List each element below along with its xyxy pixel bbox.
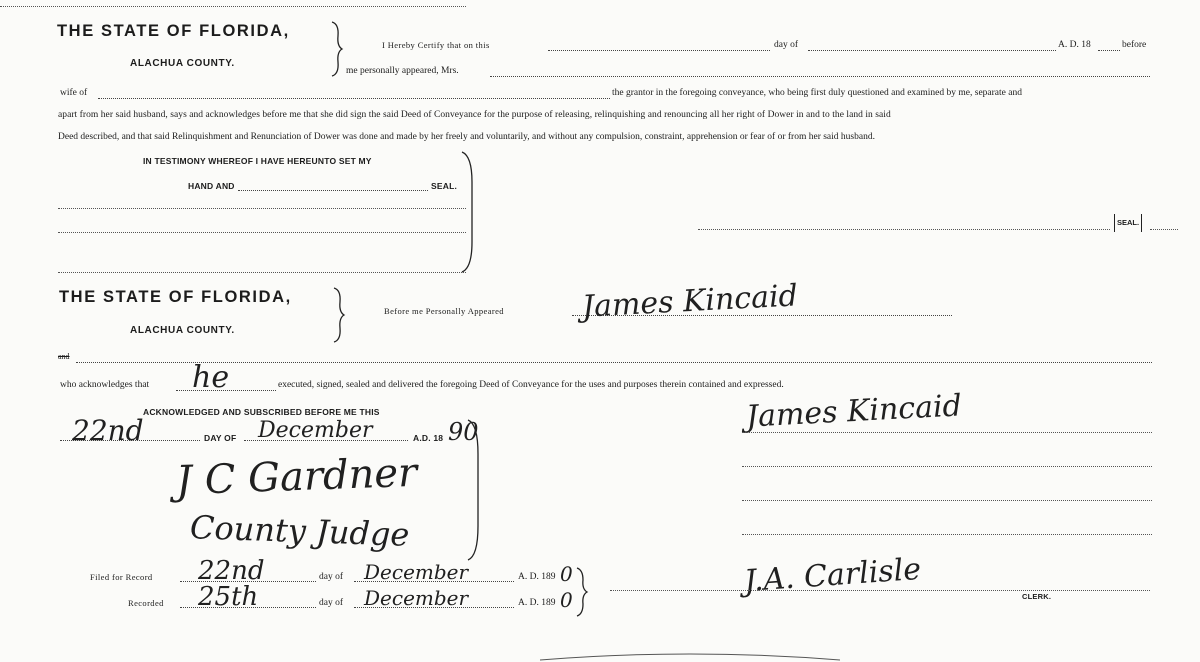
certify-year-field (1098, 50, 1120, 51)
clerk-label: CLERK. (1022, 592, 1052, 601)
judge-title-handwriting: County Judge (189, 508, 411, 554)
relinquishment-line-3: Deed described, and that said Relinquishment and Renunciation of Dower was done and made by her freely and voluntarily, and without any compulsion, constraint, apprehension or fear of or from her said husband. (58, 132, 875, 142)
filed-month-handwriting: December (364, 560, 469, 584)
county-label-2: ALACHUA COUNTY. (130, 325, 235, 336)
state-heading-1: THE STATE OF FLORIDA, (57, 22, 290, 40)
ad-text-1: A. D. 18 (1058, 40, 1091, 50)
certify-text: I Hereby Certify that on this (382, 40, 490, 50)
recorded-year-handwriting: 0 (560, 588, 573, 612)
before-me-text: Before me Personally Appeared (384, 306, 504, 316)
acknowledgment-bracket (468, 420, 482, 560)
recorded-day-of-text: day of (319, 598, 344, 608)
before-text: before (1122, 40, 1147, 50)
recorded-day-handwriting: 25th (198, 582, 259, 612)
recorded-month-handwriting: December (364, 586, 469, 610)
testimony-bracket (462, 152, 476, 272)
grantor-signature: James Kincaid (745, 388, 963, 435)
hand-and-field (238, 190, 428, 191)
state-heading-2: THE STATE OF FLORIDA, (59, 288, 292, 306)
recording-brace (576, 568, 588, 616)
day-of-caps: DAY OF (204, 433, 237, 443)
second-party-line (76, 362, 1152, 363)
certify-day-field (548, 50, 770, 51)
day-handwriting: 22nd (72, 414, 144, 447)
ad-caps: A.D. 18 (413, 433, 444, 443)
seal-box-label: SEAL. (1117, 218, 1140, 227)
seal-text-1: SEAL. (431, 181, 458, 191)
officer-line-1 (58, 208, 466, 209)
bottom-flourish (540, 648, 840, 662)
recorded-ad-text: A. D. 189 (518, 598, 556, 608)
recorded-label: Recorded (128, 598, 164, 608)
officer-line-3 (58, 272, 466, 273)
top-rule (0, 6, 466, 7)
mrs-name-field (490, 76, 1150, 77)
filed-day-handwriting: 22nd (198, 556, 265, 586)
signature-line-end (1150, 229, 1178, 230)
pronoun-handwriting: he (192, 360, 230, 395)
grantor-text: the grantor in the foregoing conveyance, who being first duly questioned and examined by me, separate and (612, 88, 1022, 98)
struck-and: and (58, 352, 70, 361)
judge-signature: J C Gardner (175, 449, 418, 505)
certify-month-field (808, 50, 1056, 51)
wife-of-text: wife of (60, 88, 88, 98)
appeared-name-handwriting: James Kincaid (581, 278, 799, 325)
filed-day-of-text: day of (319, 572, 344, 582)
brace-1 (330, 22, 344, 76)
husband-name-field (98, 98, 610, 99)
who-acknowledges-text: who acknowledges that (60, 380, 150, 390)
grantor-signature-line-4 (742, 534, 1152, 535)
grantor-signature-line-3 (742, 500, 1152, 501)
brace-2 (332, 288, 346, 342)
filed-for-record-label: Filed for Record (90, 572, 153, 582)
day-of-text-1: day of (774, 40, 799, 50)
hand-and-text: HAND AND (188, 181, 235, 191)
month-handwriting: December (258, 418, 373, 443)
clerk-signature: J.A. Carlisle (742, 551, 923, 600)
clerk-signature-line (610, 590, 1150, 591)
relinquishment-line-2: apart from her said husband, says and acknowledges before me that she did sign the said Deed of Conveyance for the purpose of releasing, relinquishing and renouncing all her right of Dower in and to the land in said (58, 110, 891, 120)
officer-line-2 (58, 232, 466, 233)
county-label-1: ALACHUA COUNTY. (130, 58, 235, 69)
signature-line-wife (698, 229, 1110, 230)
grantor-signature-line-1 (742, 432, 1152, 433)
executed-text: executed, signed, sealed and delivered the foregoing Deed of Conveyance for the uses and purposes therein contained and expressed. (278, 380, 784, 390)
filed-year-handwriting: 0 (560, 562, 573, 586)
filed-ad-text: A. D. 189 (518, 572, 556, 582)
seal-box (1114, 214, 1142, 232)
grantor-signature-line-2 (742, 466, 1152, 467)
year-handwriting: 90 (448, 418, 479, 446)
personally-appeared-text: me personally appeared, Mrs. (346, 66, 459, 76)
subscribed-text: ACKNOWLEDGED AND SUBSCRIBED BEFORE ME THIS (143, 407, 380, 417)
testimony-text: IN TESTIMONY WHEREOF I HAVE HEREUNTO SET MY (143, 156, 372, 166)
